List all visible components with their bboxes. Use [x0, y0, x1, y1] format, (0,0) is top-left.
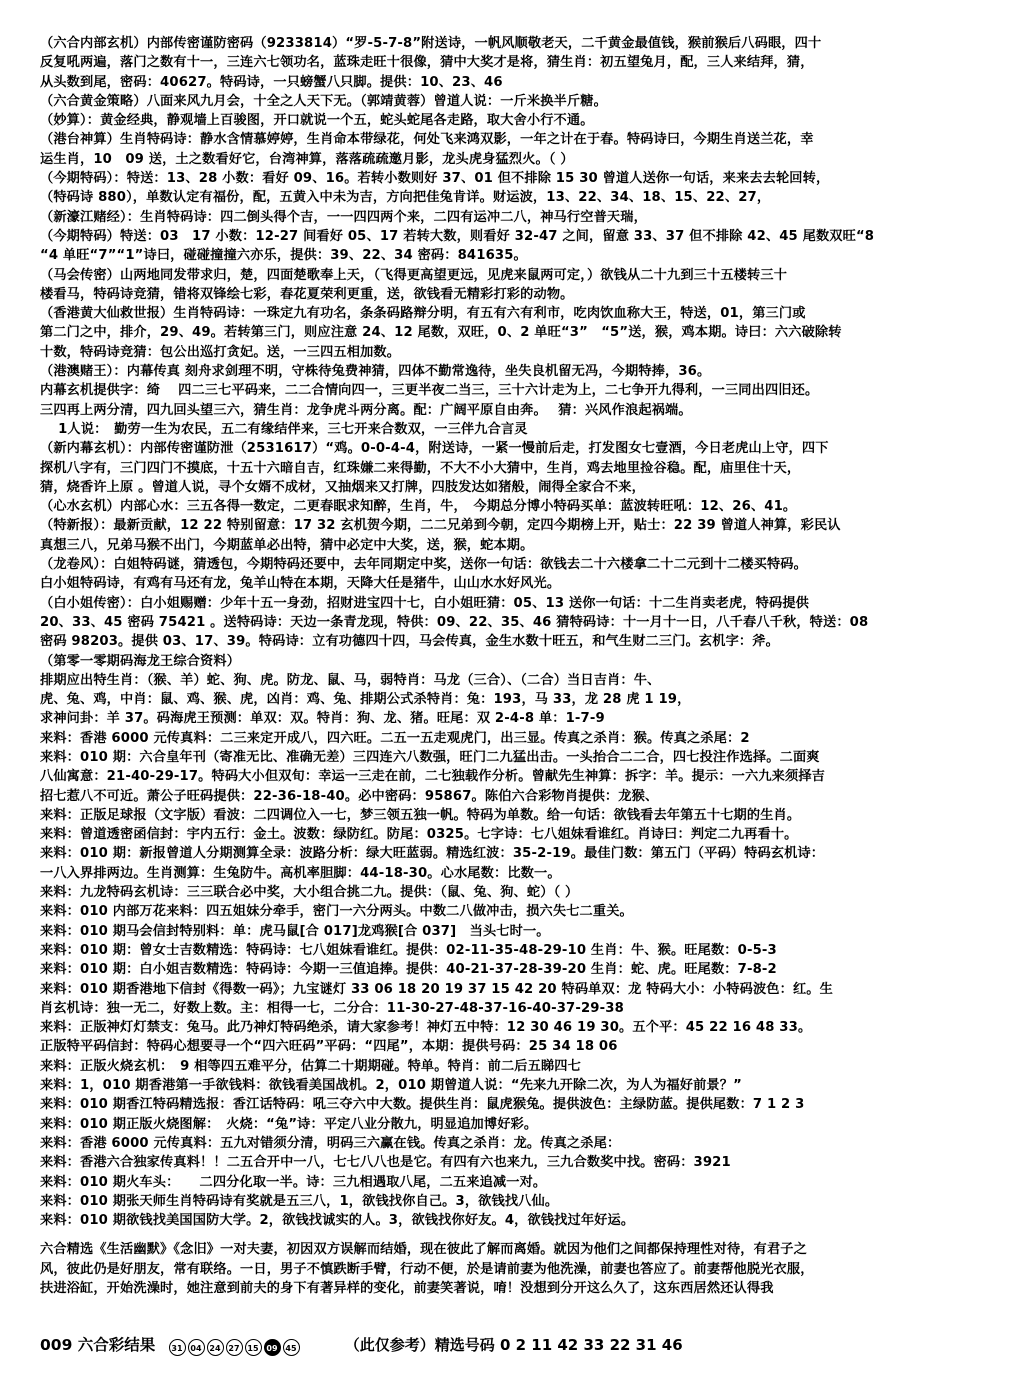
- text-line: 来料：010 期：曾女士吉数精选：特码诗：七八姐妹看谁红。提供：02-11-35-48-29-10 生肖：牛、猴。旺尾数：0-5-3: [40, 942, 777, 958]
- text-line: 反复吼两遍，落门之数有十一，三连六七领功名，蓝珠走旺十很像，猜中大奖才是将，猜生肖：初五望兔月，配，三人来结拜，猜，: [40, 55, 814, 71]
- text-line: 来料：010 内部万花来料：四五姐妹分牵手，密门一六分两头。中数二八做冲击，损六失七二重关。: [40, 904, 633, 920]
- text-line: 来料：正版火烧玄机： 9 相等四五难平分，估算二十期期碰。特单。特肖：前二后五睇四七: [40, 1058, 581, 1074]
- result-footer: [40, 1334, 1000, 1357]
- text-line: （妙算）：黄金经典，静观墙上百骏图，开口就说一个五，蛇头蛇尾各走路，取大舍小行不通。: [40, 113, 594, 129]
- text-line: “4 单旺“7”“1”诗曰，碰碰撞撞六亦乐，提供：39、22、34 密码：841635。: [40, 248, 527, 264]
- text-line: （六合黄金策略）八面来风九月会，十全之人天下无。（郭靖黄蓉）曾道人说：一斤米换半斤糖。: [40, 93, 607, 109]
- text-line: 肖玄机诗：独一无二，好数上数。主：相得一七，二分合：11-30-27-48-37-16-40-37-29-38: [40, 1000, 624, 1016]
- text-line: 猜，烧香许上原 。曾道人说，寻个女婿不成材，又抽烟来又打牌，四肢发达如猪般，闹得全家合不来，: [40, 479, 645, 495]
- result-ball: 27: [226, 1339, 243, 1356]
- text-line: 来料：九龙特码玄机诗：三三联合必中奖，大小组合挑二九。提供：（鼠、兔、狗、蛇）（ ）: [40, 885, 579, 901]
- text-line: 来料：香港 6000 元传真料：五九对错须分清，明码三六赢在钱。传真之杀肖：龙。传真之杀尾：: [40, 1135, 621, 1151]
- text-line: （特新报）：最新贡献，12 22 特别留意：17 32 玄机贺今期，二二兄弟到今朝，定四今期榜上开，贴士：22 39 曾道人神算，彩民认: [40, 518, 841, 534]
- text-line: 八仙寓意：21-40-29-17。特码大小但双旬：幸运一三走在前，二七独载作分析。曾献先生神算：拆字：羊。提示：一六九来须择吉: [40, 769, 826, 785]
- text-line: （新内幕玄机）：内部传密谨防泄（2531617）“鸡。0-0-4-4，附送诗，一紧一慢前后走，打发图女七壹酒，今日老虎山上守，四下: [40, 441, 829, 457]
- result-ball: 24: [207, 1339, 224, 1356]
- text-line: 一八入界排两边。生肖测算：生兔防牛。高机率胆脚：44-18-30。心水尾数：比数一。: [40, 865, 561, 881]
- text-line: 来料：010 期：白小姐吉数精选：特码诗：今期一三值追捧。提供：40-21-37-28-39-20 生肖：蛇、虎。旺尾数：7-8-2: [40, 962, 777, 978]
- text-line: 来料：010 期香港地下信封《得数一码》；九宝谜灯 33 06 18 20 19 37 15 42 20 特码单双：龙 特码大小：小特码波色：红。生: [40, 981, 833, 997]
- text-line: 从头数到尾，密码：40627。特码诗，一只螃蟹八只脚。提供：10、23、46: [40, 74, 503, 90]
- result-ball: 04: [188, 1339, 205, 1356]
- text-line: 来料：010 期：六合皇年刊（寄准无比、准确无差）三四连六八数强，旺门二九猛出击。一头抬合二二合，四七投注作选择。二面爽: [40, 749, 820, 765]
- result-ball: 31: [169, 1339, 186, 1356]
- text-line: 来料：010 期香江特码精选报：香江话特码：吼三夺六中大数。提供生肖：鼠虎猴兔。提供波色：主绿防蓝。提供尾数：7 1 2 3: [40, 1097, 805, 1113]
- text-line: 来料：香港六合独家传真料！！二五合开中一八，七七八八也是它。有四有六也来九，三九合数奖中找。密码：3921: [40, 1155, 731, 1171]
- selected-numbers-note: （此仅参考）精选号码 0 2 11 42 33 22 31 46: [344, 1336, 683, 1354]
- document-body: [40, 34, 1009, 1298]
- text-line: （今期特码）：特送：13、28 小数：看好 09、16。若转小数则好 37、01 但不排除 15 30 曾道人送你一句话，来来去去轮回转，: [40, 171, 830, 187]
- text-line: 来料：正版足球报（文字版）看波：二四调位入一七，梦三领五独一帆。特码为单数。给一句话：欲钱看去年第五十七期的生肖。: [40, 807, 801, 823]
- result-ball: 09: [264, 1339, 281, 1356]
- text-line: 1人说： 勤劳一生为农民，五二有缘结伴来，三七开来合数双，一三伴九合言灵: [40, 421, 528, 437]
- text-line: （新濠江赌经）：生肖特码诗：四二倒头得个吉，一一四四两个来，二四有运冲二八，神马行空普天瑞，: [40, 209, 647, 225]
- text-line: （港台神算）生肖特码诗：静水含情慕婷婷，生肖命本带绿花，何处飞来鸿双影，一年之计在于春。特码诗曰，今期生肖送兰花，幸: [40, 132, 814, 148]
- text-line: 来料：正版神灯灯禁支：兔马。此乃神灯特码绝杀，请大家参考！神灯五中特：12 30 46 19 30。五个平：45 22 16 48 33。: [40, 1020, 812, 1036]
- text-line: （港澳赌王）：内幕传真 刻舟求剑理不明，守株待兔费神猜，四体不勤常逸待，坐失良机留无冯，今期特捧，36。: [40, 364, 711, 380]
- result-ball: 45: [283, 1339, 300, 1356]
- text-line: （特码诗 880），单数认定有福份，配，五黄入中未为吉，方向把佳兔肯详。财运波，13、22、34、18、15、22、27，: [40, 190, 771, 206]
- text-line: 求神问卦：羊 37。码海虎王预测：单双：双。特肖：狗、龙、猪。旺尾：双 2-4-8 单：1-7-9: [40, 711, 605, 727]
- text-line: （香港黄大仙救世报）生肖特码诗：一珠定九有功名，条条码路辩分明，有五有六有利市，吃肉饮血称大王，特送，01，第三门或: [40, 306, 806, 322]
- text-line: 白小姐特码诗，有鸡有马还有龙，兔羊山特在本期，天降大任是猪牛，山山水水好风光。: [40, 576, 561, 592]
- text-line: （心水玄机）内部心水：三五各得一数定，二更春眠求知醉，生肖，牛， 今期总分博小特码买单：蓝波转旺吼：12、26、41。: [40, 499, 797, 515]
- text-line: 来料：010 期张天师生肖特码诗有奖就是五三八，1，欲钱找你自己。3，欲钱找八仙。: [40, 1193, 559, 1209]
- text-line: 来料：010 期欲钱找美国国防大学。2，欲钱找诚实的人。3，欲钱找你好友。4，欲钱找过年好运。: [40, 1213, 635, 1229]
- text-line: （六合内部玄机）内部传密谨防密码（9233814）“罗-5-7-8”附送诗，一帆风顺敬老天，二千黄金最值钱，猴前猴后八码眼，四十: [40, 36, 822, 51]
- text-line: 虎、兔、鸡，中肖：鼠、鸡、猴、虎，凶肖：鸡、兔、排期公式杀特肖：兔：193，马 33，龙 28 虎 1 19，: [40, 692, 691, 708]
- text-line: 来料：香港 6000 元传真料：二三来定开成八，四六旺。二五一五走观虎门，出三显。传真之杀肖：猴。传真之杀尾：2: [40, 730, 750, 746]
- text-line: 来料：010 期马会信封特别料：单：虎马鼠[合 017]龙鸡猴[合 037] 当头七时一。: [40, 923, 550, 939]
- text-line: 排期应出特生肖：（猴、羊）蛇、狗、虎。防龙、鼠、马，弱特肖：马龙（三合）、（二合）当日吉肖：牛、: [40, 672, 661, 688]
- result-label: 009 六合彩结果: [40, 1336, 156, 1354]
- text-line: （白小姐传密）：白小姐赐赠：少年十五一身劲，招财进宝四十七，白小姐旺猜：05、13 送你一句话：十二生肖卖老虎，特码提供: [40, 595, 810, 611]
- text-line: 招七惹八不可近。萧公子旺码提供：22-36-18-40。必中密码：95867。陈伯六合彩物肖提供：龙猴、: [40, 788, 659, 804]
- text-line: （马会传密）山两地同发带求归，楚，四面楚歌奉上天，（飞得更高望更远，见虎来鼠两可定，）欲钱从二十九到三十五楼转三十: [40, 267, 788, 283]
- text-line: 内幕玄机提供字：绮 四二三七平码来，二二合情向四一，三更半夜二当三，三十六计走为上，二七争开九得利，一三同出四旧还。: [40, 383, 819, 399]
- text-line: （今期特码）特送：03 17 小数：12-27 间看好 05、17 若转大数，则看好 32-47 之间，留意 33、37 但不排除 42、45 尾数双旺“8: [40, 228, 875, 244]
- text-line: 楼看马，特码诗竞猜，错将双锋绘七彩，春花夏荣利更重，送，欲钱看无精彩打彩的动物。: [40, 286, 574, 302]
- text-line: （龙卷风）：白姐特码谜，猜透包，今期特码还要中，去年同期定中奖，送你一句话：欲钱去二十六楼拿二十二元到十二楼买特码。: [40, 557, 807, 573]
- text-line: 来料：010 期火车头： 二四分化取一半。诗：三九相遇取八尾，二五来追减一对。: [40, 1174, 547, 1190]
- result-ball: 15: [245, 1339, 262, 1356]
- paragraph-gap: [40, 1230, 1009, 1240]
- text-line: 来料：1，010 期香港第一手欲钱料：欲钱看美国战机。2，010 期曾道人说：“先来九开除二次，为人为福好前景？”: [40, 1078, 742, 1094]
- text-line: 十数，特码诗竞猜：包公出巡打贪妃。送，一三四五相加数。: [40, 344, 401, 360]
- text-line: 来料：010 期：新报曾道人分期测算全录：波路分析：绿大旺蓝弱。精选红波：35-2-19。最佳门数：第五门（平码）特码玄机诗：: [40, 846, 825, 862]
- text-line: （第零一零期码海龙王综合资料）: [40, 653, 241, 669]
- result-balls: [169, 1335, 302, 1357]
- text-line: 来料：010 期正版火烧图解： 火烧：“兔”诗：平定八业分散九，明显追加博好彩。: [40, 1116, 538, 1132]
- text-line: 第二门之中，排介，29、49。若转第三门，则应注意 24、12 尾数，双旺，0、2 单旺“3” “5”送，猴，鸡本期。诗曰：六六破除转: [40, 325, 842, 341]
- text-line: 20、33、45 密码 75421 。送特码诗：天边一条青龙现，特供：09、22、35、46 猜特码诗：十一月十一日，八千春八千秋，特送：08: [40, 614, 869, 630]
- text-line: 探机八字有，三门四门不摸底，十五十六暗自吉，红珠嫌二来得勤，不大不小大猜中，生肖，鸡去地里捡谷稳。配，庙里住十天，: [40, 460, 801, 476]
- text-line: 扶进浴缸，开始洗澡时，她注意到前夫的身下有著异样的变化，前妻笑著说，唷！没想到分开这么久了，这东西居然还认得我: [40, 1281, 774, 1296]
- text-line: 风，彼此仍是好朋友，常有联络。一日，男子不慎跌断手臂，行动不便，於是请前妻为他洗澡，前妻也答应了。前妻帮他脱光衣服，: [40, 1261, 814, 1277]
- text-line: 三四再上两分清，四九回头望三六，猜生肖：龙争虎斗两分离。配：广阔平原自由奔。 猜：兴风作浪起祸端。: [40, 402, 692, 418]
- text-line: 六合精选《生活幽默》《念旧》一对夫妻，初因双方误解而结婚，现在彼此了解而离婚。就因为他们之间都保持理性对待，有君子之: [40, 1242, 807, 1258]
- text-line: 密码 98203。提供 03、17、39。特码诗：立有功德四十四，马会传真，金生水数十旺五，和气生财二三门。玄机字：斧。: [40, 634, 779, 650]
- text-line: 来料：曾道透密函信封：宇内五行：金土。波数：绿防红。防尾：0325。七字诗：七八姐妹看谁红。肖诗曰：判定二九再看十。: [40, 827, 798, 843]
- text-line: 运生肖，10 09 送，土之数看好它，台湾神算，落落疏疏邀月影，龙头虎身猛烈火。（ ）: [40, 151, 574, 167]
- text-line: 真想三八，兄弟马猴不出门，今期蓝单必出特，猜中必定中大奖，送，猴，蛇本期。: [40, 537, 534, 553]
- text-line: 正版特平码信封：特码心想要寻一个“四六旺码”平码：“四尾”，本期：提供号码：25 34 18 06: [40, 1039, 618, 1055]
